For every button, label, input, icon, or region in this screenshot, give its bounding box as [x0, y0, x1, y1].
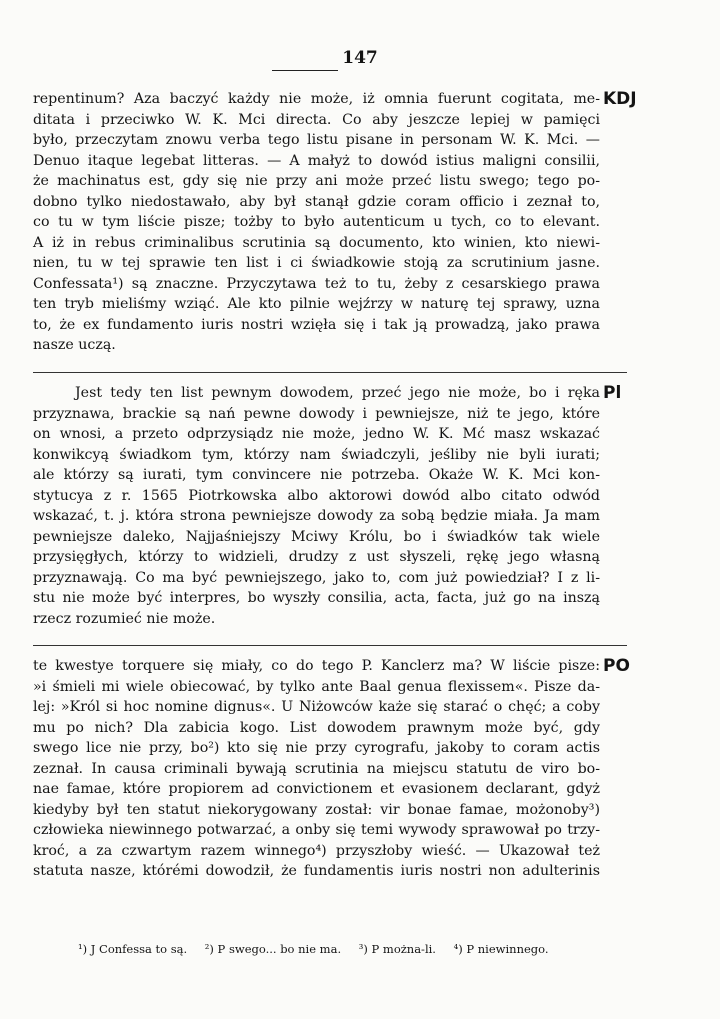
text-line: statuta nasze, którémi dowodził, że fundamentis iuris nostri non adulterinis	[33, 863, 600, 879]
text-line: nien, tu w tej sprawie ten list i ci świadkowie stoją za scrutinium jasne.	[33, 255, 600, 271]
section-divider	[33, 372, 627, 373]
text-line: on wnosi, a przeto odprzysiądz nie może, jedno W. K. Mć masz wskazać	[33, 426, 600, 442]
footnote: ¹) J Confessa to są.	[78, 942, 188, 956]
text-line: A iż in rebus criminalibus scrutinia są documento, kto winien, kto niewi-	[33, 234, 600, 251]
text-line: to, że ex fundamento iuris nostri wzięła się i tak ją prowadzą, jako prawa	[33, 316, 600, 333]
text-line: Jest tedy ten list pewnym dowodem, przeć jego nie może, bo i ręka	[75, 385, 600, 401]
section-kdj	[33, 89, 600, 356]
text-line: co tu w tym liście pisze; tożby to było autenticum u tych, co to elevant.	[33, 214, 600, 230]
speaker-mark-pl: Pl	[603, 383, 622, 403]
text-line: było, przeczytam znowu verba tego listu pisane in personam W. K. Mci. —	[33, 132, 600, 148]
section-po	[33, 656, 600, 882]
text-line: przyznawają. Co ma być pewniejszego, jako to, com już powiedział? I z li-	[33, 569, 600, 586]
text-line: stytucya z r. 1565 Piotrkowska albo aktorowi dowód albo citato odwód	[33, 487, 600, 504]
text-line: konwikcyą świadkom tym, którzy nam świadczyli, jeśliby nie byli iurati;	[33, 446, 600, 463]
speaker-mark-kdj: KDJ	[603, 89, 637, 109]
footnote: ²) P swego... bo nie ma.	[204, 942, 342, 956]
text-line: te kwestye torquere się miały, co do tego P. Kanclerz ma? W liście pisze:	[33, 658, 600, 674]
text-line: kiedyby był ten statut niekorygowany został: vir bonae famae, możonoby³)	[33, 801, 600, 818]
text-line: wskazać, t. j. która strona pewniejsze dowody za sobą będzie miała. Ja mam	[33, 508, 600, 524]
footnotes	[78, 942, 563, 956]
text-line: mu po nich? Dla zabicia kogo. List dowodem prawnym może być, gdy	[33, 719, 600, 736]
speaker-mark-po: PO	[603, 656, 630, 676]
footnote: ⁴) P niewinnego.	[453, 942, 549, 956]
text-line: repentinum? Aza baczyć każdy nie może, iż omnia fuerunt cogitata, me-	[33, 91, 600, 107]
text-line: lej: »Król si hoc nomine dignus«. U Niżowców każe się starać o chęć; a coby	[33, 699, 600, 715]
text-line: przysięgłych, którzy to widzieli, drudzy z ust słyszeli, rękę jego własną	[33, 549, 600, 565]
text-line: dobno tylko niedostawało, aby był stanął gdzie coram officio i zeznał to,	[33, 193, 600, 210]
footnote: ³) P można-li.	[358, 942, 436, 956]
text-line: Denuo itaque legebat litteras. — A małyż to dowód istius maligni consilii,	[33, 152, 600, 169]
text-line: kroć, a za czwartym razem winnego⁴) przyszłoby wieść. — Ukazował też	[33, 842, 600, 859]
text-line: nae famae, które propiorem ad convictionem et evasionem declarant, gdyż	[33, 781, 600, 797]
header-rule	[272, 70, 338, 71]
text-line: ditata i przeciwko W. K. Mci directa. Co aby jeszcze lepiej w pamięci	[33, 111, 600, 128]
text-line: przyznawa, brackie są nań pewne dowody i pewniejsze, niż te jego, które	[33, 405, 600, 422]
text-line: swego lice nie przy, bo²) kto się nie przy cyrografu, jakoby to coram actis	[33, 740, 600, 756]
text-line: ale którzy są iurati, tym convincere nie potrzeba. Okaże W. K. Mci kon-	[33, 467, 600, 483]
text-line: nasze uczą.	[33, 337, 116, 353]
text-line: »i śmieli mi wiele obiecować, by tylko ante Baal genua flexissem«. Pisze da-	[33, 678, 600, 695]
text-line: rzecz rozumieć nie może.	[33, 610, 216, 627]
text-line: Confessata¹) są znaczne. Przyczytawa też to tu, żeby z cesarskiego prawa	[33, 275, 600, 292]
section-divider	[33, 645, 627, 646]
text-line: że machinatus est, gdy się nie przy ani może przeć listu swego; tego po-	[33, 173, 600, 189]
page-number: 147	[342, 48, 378, 68]
text-line: człowieka niewinnego potwarzać, a onby się temi wywody sprawował po trzy-	[33, 822, 600, 838]
text-line: stu nie może być interpres, bo wyszły consilia, acta, facta, już go na inszą	[33, 590, 600, 606]
text-line: ten tryb mieliśmy wziąć. Ale kto pilnie wejźrzy w naturę tej sprawy, uzna	[33, 296, 600, 312]
section-pl	[33, 383, 600, 629]
text-line: zeznał. In causa criminali bywają scrutinia na miejscu statutu de viro bo-	[33, 760, 600, 777]
text-line: pewniejsze daleko, Najjaśniejszy Mciwy Królu, bo i świadków tak wiele	[33, 528, 600, 545]
